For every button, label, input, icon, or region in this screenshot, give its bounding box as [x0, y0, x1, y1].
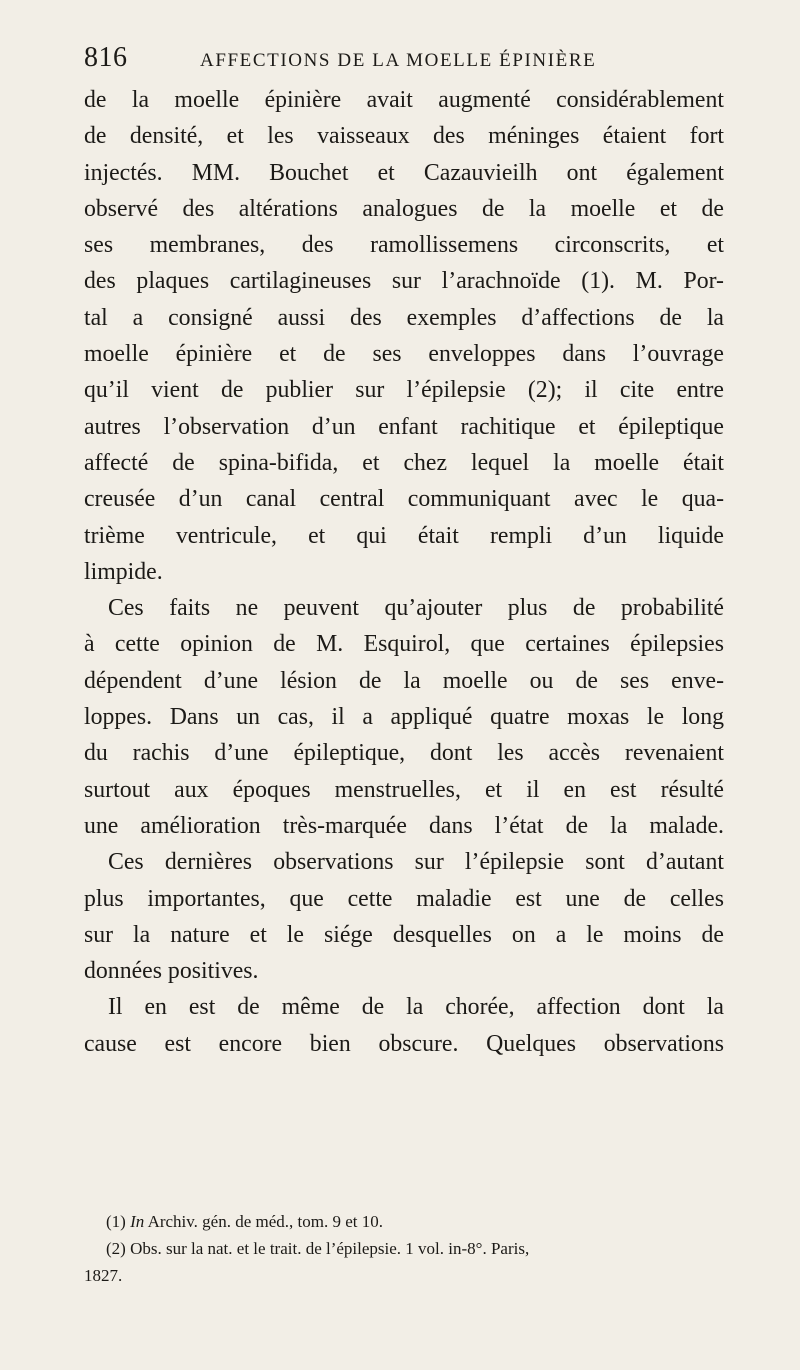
text-line: dépendent d’une lésion de la moelle ou de ses enve-: [84, 667, 724, 694]
footnote-2-text: Obs. sur la nat. et le trait. de l’épilepsie. 1 vol. in-8°. Paris,: [130, 1239, 530, 1258]
body-text: [84, 82, 724, 1062]
text-line: plus importantes, que cette maladie est une de celles: [84, 885, 724, 912]
text-line: données positives.: [84, 958, 259, 985]
text-line: Ces faits ne peuvent qu’ajouter plus de probabilité: [108, 595, 724, 622]
footnote-2: [84, 1235, 724, 1262]
footnote-2-mark: (2): [106, 1239, 126, 1258]
text-line: loppes. Dans un cas, il a appliqué quatre moxas le long: [84, 704, 724, 731]
footnote-1: [84, 1208, 724, 1235]
text-line: affecté de spina-bifida, et chez lequel la moelle était: [84, 449, 724, 476]
text-line: ses membranes, des ramollissemens circonscrits, et: [84, 232, 724, 259]
footnote-2-continuation: 1827.: [84, 1266, 123, 1285]
text-line: Ces dernières observations sur l’épilepsie sont d’autant: [108, 849, 724, 876]
text-line: qu’il vient de publier sur l’épilepsie (2); il cite entre: [84, 377, 724, 404]
text-line: à cette opinion de M. Esquirol, que certaines épilepsies: [84, 631, 724, 658]
text-line: limpide.: [84, 558, 163, 585]
text-line: des plaques cartilagineuses sur l’arachnoïde (1). M. Por-: [84, 268, 724, 295]
text-line: trième ventricule, et qui était rempli d’un liquide: [84, 522, 724, 549]
text-line: une amélioration très-marquée dans l’état de la malade.: [84, 812, 724, 839]
footnote-1-in: In: [130, 1212, 145, 1231]
text-line: observé des altérations analogues de la moelle et de: [84, 195, 724, 222]
text-line: du rachis d’une épileptique, dont les accès revenaient: [84, 740, 724, 767]
running-title: AFFECTIONS DE LA MOELLE ÉPINIÈRE: [200, 50, 597, 71]
text-line: tal a consigné aussi des exemples d’affections de la: [84, 304, 724, 331]
footnote-1-mark: (1): [106, 1212, 126, 1231]
text-line: Il en est de même de la chorée, affection dont la: [108, 994, 724, 1021]
text-line: creusée d’un canal central communiquant avec le qua-: [84, 486, 724, 513]
page-number: 816: [84, 42, 128, 73]
text-line: autres l’observation d’un enfant rachitique et épileptique: [84, 413, 724, 440]
text-line: surtout aux époques menstruelles, et il en est résulté: [84, 776, 724, 803]
text-line: sur la nature et le siége desquelles on a le moins de: [84, 921, 724, 948]
text-line: moelle épinière et de ses enveloppes dans l’ouvrage: [84, 341, 724, 368]
text-line: de la moelle épinière avait augmenté considérablement: [84, 87, 724, 113]
footnotes: [84, 1208, 724, 1289]
text-line: de densité, et les vaisseaux des méninges étaient fort: [84, 123, 724, 150]
footnote-1-text: Archiv. gén. de méd., tom. 9 et 10.: [147, 1212, 383, 1231]
text-line: injectés. MM. Bouchet et Cazauvieilh ont également: [84, 159, 724, 186]
text-line: cause est encore bien obscure. Quelques observations: [84, 1030, 724, 1057]
page-header: [84, 42, 724, 78]
